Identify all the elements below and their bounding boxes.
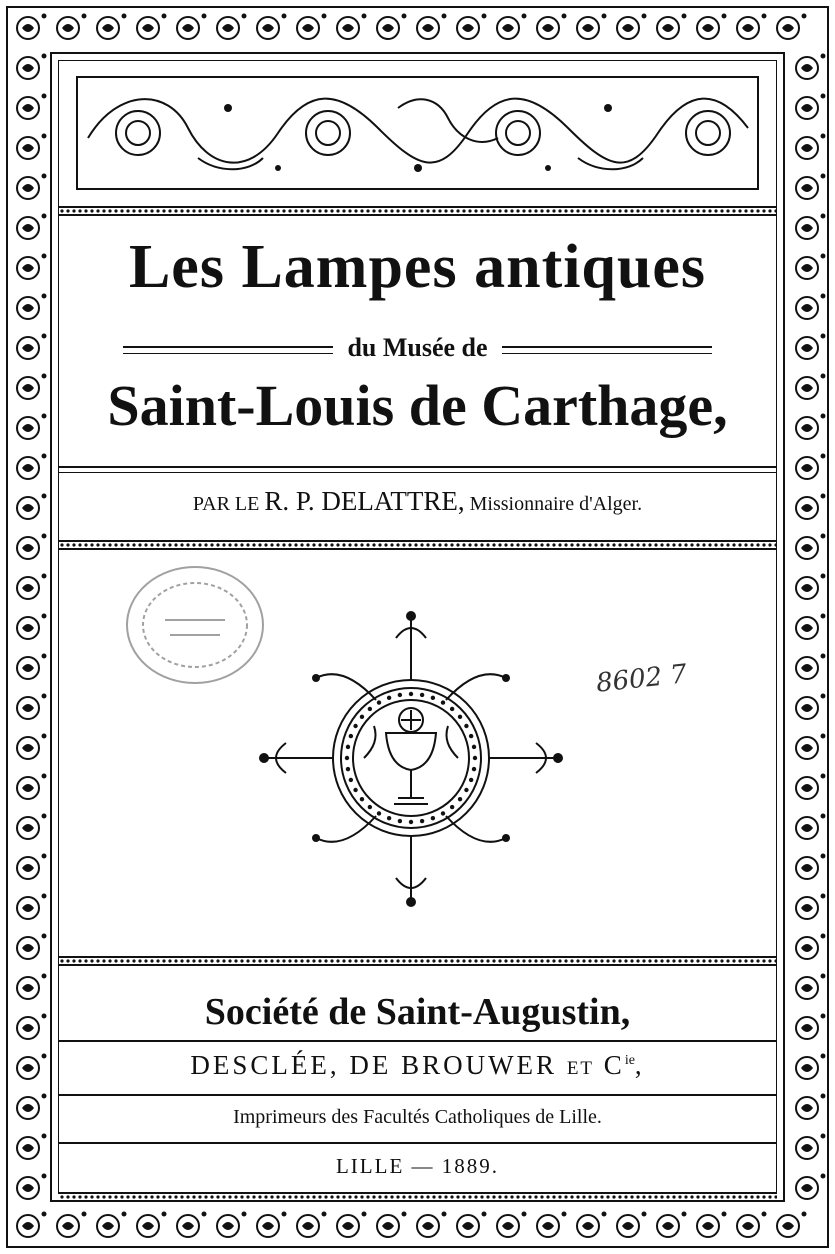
firm-main: DESCLÉE, DE BROUWER (190, 1050, 558, 1080)
author-prefix: PAR LE (192, 493, 260, 515)
beaded-divider-top (58, 206, 777, 216)
handwritten-shelfmark: 8602 7 (594, 659, 689, 699)
publisher-society: Société de Saint-Augustin, (204, 991, 631, 1033)
title-line-3: Saint-Louis de Carthage, (107, 373, 728, 438)
beaded-divider-bottom (58, 956, 777, 966)
rule-above-firm (58, 1040, 777, 1042)
title-rule-left (123, 346, 333, 354)
rule-above-printer (58, 1094, 777, 1096)
rule-above-place (58, 1142, 777, 1144)
title-line-1: Les Lampes antiques (128, 233, 707, 301)
library-stamp (120, 560, 270, 690)
author-name: R. P. DELATTRE, (264, 486, 465, 516)
firm-et: ET (566, 1058, 595, 1079)
chalice-emblem (256, 608, 566, 908)
firm-co: C (603, 1050, 625, 1080)
beaded-divider-middle (58, 540, 777, 550)
firm-tail: , (634, 1050, 645, 1080)
author-suffix: Missionnaire d'Alger. (469, 493, 643, 515)
publisher-firm (58, 1050, 777, 1081)
title-rule-right (502, 346, 712, 354)
right-ornament-band (787, 48, 827, 1206)
header-scroll-ornament (76, 76, 759, 190)
bottom-ornament-band (8, 1206, 827, 1246)
printer-line: Imprimeurs des Facultés Catholiques de Lille. (233, 1106, 602, 1128)
left-ornament-band (8, 48, 48, 1206)
title-line-2-text: du Musée de (347, 333, 488, 362)
author-line (58, 486, 777, 517)
rule-above-author-thin (58, 472, 777, 473)
title-line-2 (58, 333, 777, 363)
top-ornament-band (8, 8, 827, 48)
beaded-divider-footer (58, 1192, 777, 1202)
firm-co-sup: ie (624, 1053, 635, 1068)
rule-above-author (58, 466, 777, 468)
place-date: LILLE — 1889. (335, 1154, 500, 1178)
